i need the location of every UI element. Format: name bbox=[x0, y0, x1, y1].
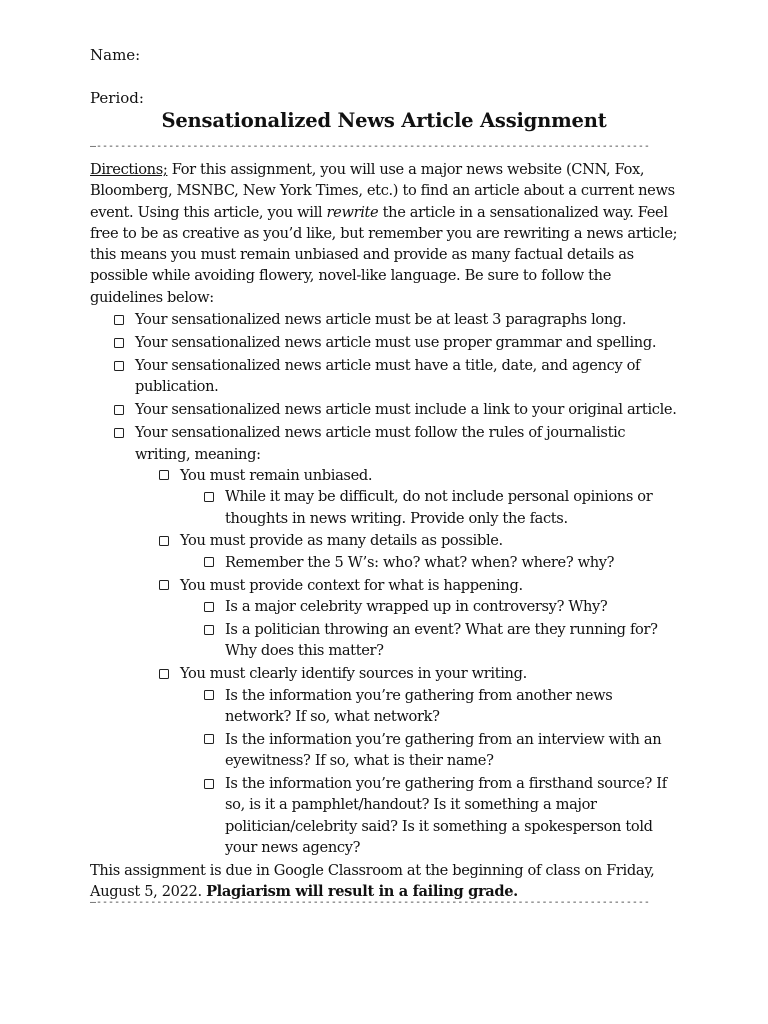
guideline-text: Your sensationalized news article must follow the rules of journalistic writing, meaning: bbox=[135, 424, 626, 463]
list-item bbox=[180, 465, 680, 529]
divider-top: —-------------------------------------------------------------------------------------------- bbox=[90, 141, 650, 152]
sub-rule-text: Is the information you’re gathering from an interview with an eyewitness? If so, what is their name? bbox=[225, 730, 662, 770]
rules-checklist bbox=[135, 465, 680, 858]
list-item bbox=[225, 685, 680, 728]
list-item bbox=[225, 619, 680, 662]
checkbox[interactable] bbox=[114, 338, 124, 348]
list-item bbox=[225, 486, 680, 529]
sub-rule-text: Is the information you’re gathering from another news network? If so, what network? bbox=[225, 686, 613, 725]
list-item bbox=[135, 422, 680, 858]
guideline-text: Your sensationalized news article must use proper grammar and spelling. bbox=[135, 334, 657, 352]
directions-label: Directions; bbox=[90, 161, 168, 178]
document-body bbox=[90, 159, 680, 903]
guideline-text: Your sensationalized news article must have a title, date, and agency of publication. bbox=[135, 357, 641, 396]
sub-rule-text: Is the information you’re gathering from a firsthand source? If so, is it a pamphlet/handout? Is it something a major politician/celebrity said? Is it something a spokesperson told your news agency? bbox=[225, 775, 667, 857]
guidelines-checklist bbox=[90, 309, 680, 858]
list-item bbox=[135, 399, 680, 420]
sub-rule-text: Remember the 5 W’s: who? what? when? where? why? bbox=[225, 553, 615, 571]
checkbox[interactable] bbox=[204, 492, 214, 502]
list-item bbox=[180, 663, 680, 858]
directions-text-a: For this assignment, you will use a major news website (CNN, Fox, Bloomberg, MSNBC, New York Times, etc.) to find an article about a current news event. Using this article, you will bbox=[90, 161, 675, 221]
guideline-text: Your sensationalized news article must include a link to your original article. bbox=[135, 401, 677, 419]
checkbox[interactable] bbox=[114, 405, 124, 415]
rule-subchecklist bbox=[180, 596, 680, 662]
checkbox[interactable] bbox=[204, 625, 214, 635]
checkbox[interactable] bbox=[204, 690, 214, 700]
list-item bbox=[180, 530, 680, 573]
checkbox[interactable] bbox=[204, 602, 214, 612]
list-item bbox=[225, 596, 680, 617]
rule-subchecklist bbox=[180, 486, 680, 529]
period-label: Period: bbox=[90, 89, 144, 107]
list-item bbox=[135, 355, 680, 398]
checkbox[interactable] bbox=[114, 315, 124, 325]
sub-rule-text: While it may be difficult, do not include personal opinions or thoughts in news writing. Provide only the facts. bbox=[225, 488, 653, 527]
name-label: Name: bbox=[90, 46, 141, 64]
rule-subchecklist bbox=[180, 552, 680, 573]
rule-text: You must provide as many details as possible. bbox=[180, 532, 503, 550]
divider-bottom: —-------------------------------------------------------------------------------------------- bbox=[90, 897, 650, 908]
directions-paragraph bbox=[90, 159, 680, 308]
checkbox[interactable] bbox=[159, 580, 169, 590]
list-item bbox=[180, 575, 680, 662]
directions-text-b: the article in a sensationalized way. Feel free to be as creative as you’d like, but remember you are rewriting a news article; this means you must remain unbiased and provide as many factual details as possible while avoiding flowery, novel-like language. Be sure to follow the guidelines below: bbox=[90, 203, 678, 306]
checkbox[interactable] bbox=[114, 428, 124, 438]
list-item bbox=[225, 729, 680, 772]
list-item bbox=[225, 773, 680, 858]
page-title: Sensationalized News Article Assignment bbox=[161, 109, 607, 132]
plagiarism-warning: Plagiarism will result in a failing grade. bbox=[206, 883, 518, 901]
sub-rule-text: Is a major celebrity wrapped up in controversy? Why? bbox=[225, 598, 608, 616]
checkbox[interactable] bbox=[159, 669, 169, 679]
directions-italic: rewrite bbox=[326, 203, 379, 221]
guideline-text: Your sensationalized news article must be at least 3 paragraphs long. bbox=[135, 311, 627, 329]
checkbox[interactable] bbox=[204, 734, 214, 744]
checkbox[interactable] bbox=[114, 361, 124, 371]
rule-text: You must clearly identify sources in your writing. bbox=[180, 665, 527, 683]
checkbox[interactable] bbox=[159, 536, 169, 546]
checkbox[interactable] bbox=[204, 557, 214, 567]
rule-subchecklist bbox=[180, 685, 680, 859]
list-item bbox=[135, 332, 680, 353]
sub-rule-text: Is a politician throwing an event? What are they running for? Why does this matter? bbox=[225, 621, 658, 660]
checkbox[interactable] bbox=[159, 470, 169, 480]
list-item bbox=[225, 552, 680, 573]
checkbox[interactable] bbox=[204, 779, 214, 789]
rule-text: You must provide context for what is happening. bbox=[180, 576, 523, 594]
list-item bbox=[135, 309, 680, 330]
due-date-text: This assignment is due in Google Classroom at the beginning of class on Friday, August 5, 2022. bbox=[90, 862, 655, 901]
rule-text: You must remain unbiased. bbox=[180, 466, 373, 484]
